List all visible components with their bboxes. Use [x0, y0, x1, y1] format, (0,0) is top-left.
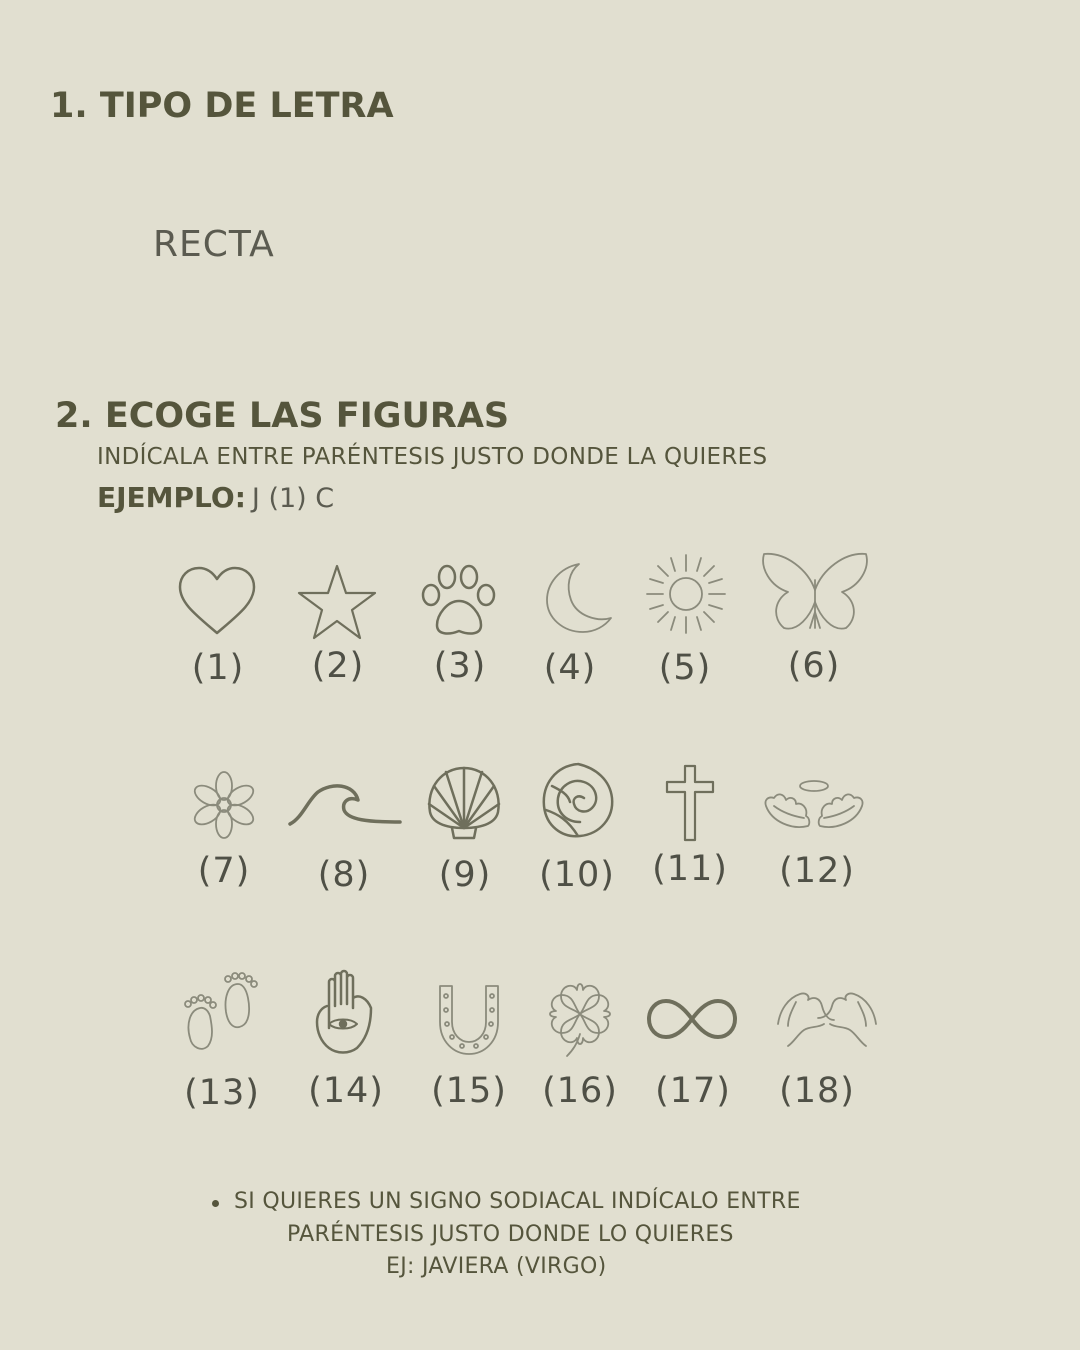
flower-icon[interactable] [187, 768, 261, 842]
cross-icon[interactable] [663, 762, 717, 844]
bullet-icon [212, 1200, 219, 1207]
figure-label: (7) [197, 851, 251, 891]
angel-wings-icon[interactable] [762, 776, 866, 834]
figure-label: (10) [539, 855, 615, 895]
figure-label: (12) [779, 851, 855, 891]
figure-label: (18) [779, 1071, 855, 1111]
figure-label: (4) [543, 648, 597, 688]
figure-label: (8) [317, 855, 371, 895]
paw-icon[interactable] [419, 563, 499, 639]
clover-icon[interactable] [543, 978, 617, 1060]
sun-icon[interactable] [643, 551, 729, 637]
heart-icon[interactable] [176, 565, 258, 637]
snail-shell-icon[interactable] [538, 760, 618, 842]
zodiac-note-example: EJ: JAVIERA (VIRGO) [386, 1254, 607, 1279]
butterfly-icon[interactable] [758, 550, 872, 634]
font-option-recta[interactable]: RECTA [153, 224, 275, 265]
figure-label: (15) [431, 1071, 507, 1111]
pinky-promise-icon[interactable] [774, 984, 880, 1054]
figures-instruction: INDÍCALA ENTRE PARÉNTESIS JUSTO DONDE LA QUIERES [97, 444, 768, 470]
hamsa-hand-icon[interactable] [311, 968, 375, 1058]
section-1-title: 1. TIPO DE LETRA [50, 86, 394, 126]
zodiac-note-line-2: PARÉNTESIS JUSTO DONDE LO QUIERES [287, 1222, 734, 1247]
figure-label: (2) [311, 646, 365, 686]
figure-label: (16) [542, 1071, 618, 1111]
moon-icon[interactable] [541, 560, 615, 636]
horseshoe-icon[interactable] [432, 982, 506, 1058]
figure-label: (1) [191, 648, 245, 688]
figure-label: (9) [438, 855, 492, 895]
wave-icon[interactable] [288, 780, 402, 830]
figure-label: (3) [433, 646, 487, 686]
figure-label: (5) [658, 648, 712, 688]
baby-feet-icon[interactable] [182, 972, 262, 1054]
figure-label: (6) [787, 646, 841, 686]
example-label: EJEMPLO: [97, 481, 246, 514]
figure-label: (17) [655, 1071, 731, 1111]
figure-label: (14) [308, 1071, 384, 1111]
example-value: J (1) C [251, 483, 335, 514]
zodiac-note-line-1: SI QUIERES UN SIGNO SODIACAL INDÍCALO ENTRE [234, 1189, 801, 1214]
seashell-icon[interactable] [424, 764, 504, 842]
example-line [97, 481, 334, 514]
section-2-title: 2. ECOGE LAS FIGURAS [55, 396, 510, 436]
star-icon[interactable] [296, 563, 378, 641]
infinity-icon[interactable] [645, 995, 739, 1043]
figure-label: (13) [184, 1073, 260, 1113]
figure-label: (11) [652, 849, 728, 889]
